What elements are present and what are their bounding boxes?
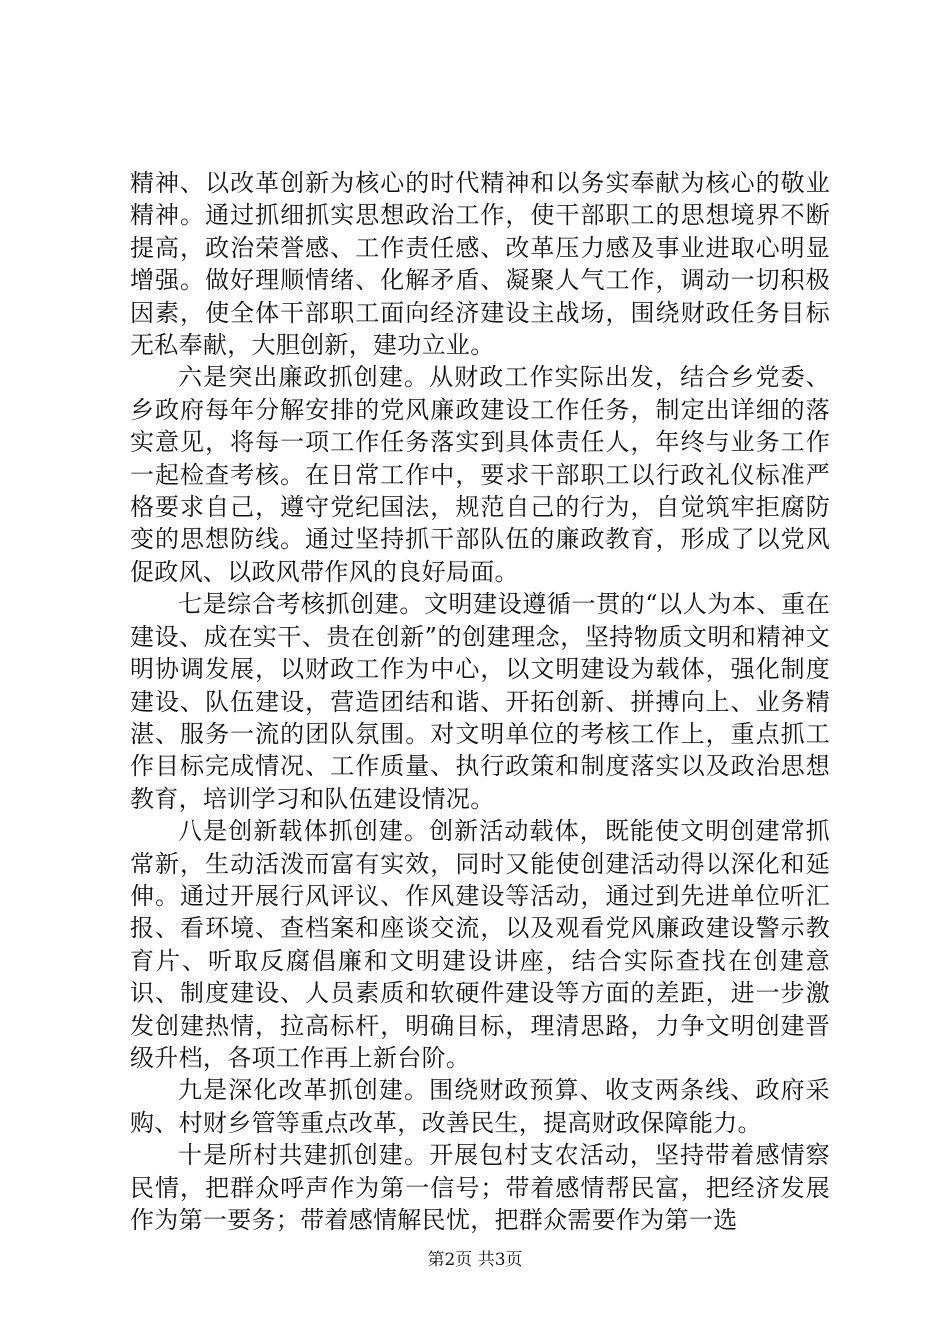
paragraph-10-co-construction: 十是所村共建抓创建。开展包村支农活动，坚持带着感情察民情，把群众呼声作为第一信号；带着感情帮民富，把经济发展作为第一要务；带着感情解民忧，把群众需要作为第一选 [130, 1141, 830, 1234]
paragraph-continuation: 精神、以改革创新为核心的时代精神和以务实奉献为核心的敬业精神。通过抓细抓实思想政治工作，使干部职工的思想境界不断提高，政治荣誉感、工作责任感、改革压力感及事业进取心明显增强。做好理顺情绪、化解矛盾、凝聚人气工作，调动一切积极因素，使全体干部职工面向经济建设主战场，围绕财政任务目标无私奉献，大胆创新，建功立业。 [130, 169, 830, 360]
paragraph-6-integrity: 六是突出廉政抓创建。从财政工作实际出发，结合乡党委、乡政府每年分解安排的党风廉政建设工作任务，制定出详细的落实意见，将每一项工作任务落实到具体责任人，年终与业务工作一起检查考核。在日常工作中，要求干部职工以行政礼仪标准严格要求自己，遵守党纪国法，规范自己的行为，自觉筑牢拒腐防变的思想防线。通过坚持抓干部队伍的廉政教育，形成了以党风促政风、以政风带作风的良好局面。 [130, 363, 830, 586]
paragraph-7-assessment: 七是综合考核抓创建。文明建设遵循一贯的“以人为本、重在建设、成在实干、贵在创新”的创建理念，坚持物质文明和精神文明协调发展，以财政工作为中心，以文明建设为载体，强化制度建设、队伍建设，营造团结和谐、开拓创新、拼搏向上、业务精湛、服务一流的团队氛围。对文明单位的考核工作上，重点抓工作目标完成情况、工作质量、执行政策和制度落实以及政治思想教育，培训学习和队伍建设情况。 [130, 590, 830, 813]
document-body [130, 167, 830, 1236]
paragraph-8-innovation: 八是创新载体抓创建。创新活动载体，既能使文明创建常抓常新，生动活泼而富有实效，同时又能使创建活动得以深化和延伸。通过开展行风评议、作风建设等活动，通过到先进单位听汇报、看环境、查档案和座谈交流，以及观看党风廉政建设警示教育片、听取反腐倡廉和文明建设讲座，结合实际查找在创建意识、制度建设、人员素质和软硬件建设等方面的差距，进一步激发创建热情，拉高标杆，明确目标，理清思路，力争文明创建晋级升档，各项工作再上新台阶。 [130, 817, 830, 1072]
paragraph-9-reform: 九是深化改革抓创建。围绕财政预算、收支两条线、政府采购、村财乡管等重点改革，改善民生，提高财政保障能力。 [130, 1076, 830, 1137]
page-number-footer: 第2页 共3页 [427, 1250, 523, 1270]
